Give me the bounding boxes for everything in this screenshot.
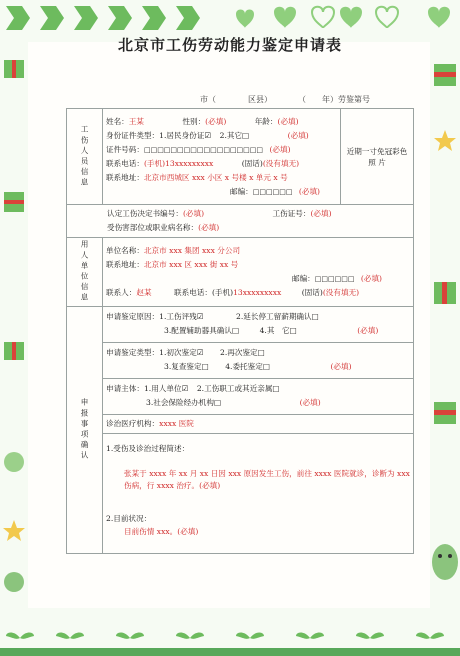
contact-phone-label: 联系电话：(手机) [173,287,234,297]
subject-block [103,378,414,414]
photo-placeholder[interactable]: 近期一寸免冠彩色照 片 [341,109,414,205]
name-label: 姓名： [106,116,129,126]
section-label-employer: 用人单位信息 [67,238,103,307]
name-value[interactable]: 王某 [128,116,144,126]
subject-option-3[interactable]: 3.社会保险经办机构□ [146,398,222,408]
employer-name-label: 单位名称： [106,245,144,255]
hospital-label: 诊治医疗机构： [106,418,160,428]
type-option-3[interactable]: 3.复查鉴定□ [164,362,209,372]
injured-info [103,109,341,205]
type-option-1[interactable]: 1.初次鉴定☑ [159,348,204,358]
employer-info [103,238,414,307]
id-number-required: (必填) [269,144,291,154]
employer-address-label: 联系地址： [106,259,144,269]
subject-required: (必填) [299,398,321,408]
postcode-boxes[interactable]: □□□□□□ [252,187,293,196]
page-title: 北京市工伤劳动能力鉴定申请表 [117,36,342,54]
injury-part-value[interactable]: (必填) [198,223,220,232]
section-label-injured: 工伤人员信息 [67,109,103,205]
reason-option-1[interactable]: 1.工伤评残☑ [159,312,204,322]
status-text[interactable]: 目前伤情 xxx。(必填) [124,526,199,536]
application-form [66,108,414,554]
reason-option-2[interactable]: 2.延长停工留薪期确认□ [236,312,319,322]
reason-option-4[interactable]: 4.其 它□ [259,326,297,336]
address-value[interactable]: 北京市西城区 xxx 小区 x 号楼 x 单元 x 号 [143,172,288,182]
employer-name-value[interactable]: 北京市 xxx 集团 xxx 分公司 [143,245,241,255]
header-year: （ [298,95,306,104]
subject-label: 申请主体： [106,384,144,394]
subject-option-1[interactable]: 1.用人单位☑ [143,384,189,394]
type-required: (必填) [330,362,352,372]
landline-label: (固话) [241,158,263,168]
employer-postcode-boxes[interactable]: □□□□□□ [314,274,355,283]
injury-part-label: 受伤害部位或职业病名称： [107,223,199,232]
id-number-label: 证件号码： [106,144,144,154]
employer-postcode-label: 邮编： [292,273,315,283]
id-type-label: 身份证件类型： [106,130,160,140]
header-city: 市（ [200,95,216,104]
employer-postcode-required: (必填) [360,273,383,283]
section-label-apply: 申报事项确认 [67,306,103,553]
reason-block [103,306,414,342]
postcode-label: 邮编： [230,186,253,196]
reason-option-3[interactable]: 3.配置辅助器具确认□ [164,326,240,336]
type-block [103,342,414,378]
injury-card-label: 工伤证号： [272,209,311,218]
contact-landline-label: (固话) [301,287,323,297]
bottom-border-decoration [0,608,460,656]
history-label: 1.受伤及诊治过程简述： [106,443,190,453]
decision-no-value[interactable]: (必填) [182,209,205,218]
header-num: 号 [362,95,370,104]
landline-value[interactable]: (没有填无) [262,158,300,168]
contact-label: 联系人： [106,287,137,297]
sex-label: 性别： [182,116,206,126]
header-year-suffix: 年）劳鉴第 [322,95,362,104]
type-label: 申请鉴定类型： [106,348,160,358]
id-type-option-1[interactable]: 1.居民身份证☑ [159,130,212,140]
employer-address-value[interactable]: 北京市 xxx 区 xxx 街 xx 号 [143,259,239,269]
right-border-decoration [430,42,460,608]
status-label: 2.目前状况： [106,513,152,523]
id-type-required: (必填) [287,130,309,140]
header-district: 区县） [248,95,272,104]
postcode-required: (必填) [298,186,321,196]
address-label: 联系地址： [106,172,144,182]
phone-value[interactable]: (手机)13xxxxxxxxx [143,158,214,168]
reason-label: 申请鉴定原因： [106,312,160,322]
hospital-value[interactable]: xxxx 医院 [159,418,194,428]
history-block [103,433,414,553]
age-label: 年龄： [254,116,278,126]
history-text[interactable]: 张某于 xxxx 年 xx 月 xx 日因 xxx 原因发生工伤，前往 xxxx 医院就诊，诊断为 xxx 伤病，行 xxxx 治疗。(必填) [124,468,410,490]
hospital-block [103,414,414,433]
reason-required: (必填) [357,326,379,336]
decision-info [67,205,414,238]
sex-value[interactable]: (必填) [205,116,227,126]
type-option-2[interactable]: 2.再次鉴定□ [220,348,265,358]
injury-card-value[interactable]: (必填) [310,209,332,218]
decision-no-label: 认定工伤决定书编号： [107,209,183,218]
contact-phone-value[interactable]: 13xxxxxxxxx [233,287,282,297]
contact-value[interactable]: 赵某 [136,287,152,297]
age-value[interactable]: (必填) [277,116,299,126]
type-option-4[interactable]: 4.委托鉴定□ [225,362,271,372]
phone-label: 联系电话： [106,158,144,168]
left-border-decoration [0,42,28,608]
id-number-boxes[interactable]: □□□□□□□□□□□□□□□□□□ [143,145,264,154]
subject-option-2[interactable]: 2.工伤职工或其近亲属□ [196,384,280,394]
id-type-option-2[interactable]: 2.其它□ [219,130,250,140]
contact-landline-value[interactable]: (没有填无) [322,287,360,297]
